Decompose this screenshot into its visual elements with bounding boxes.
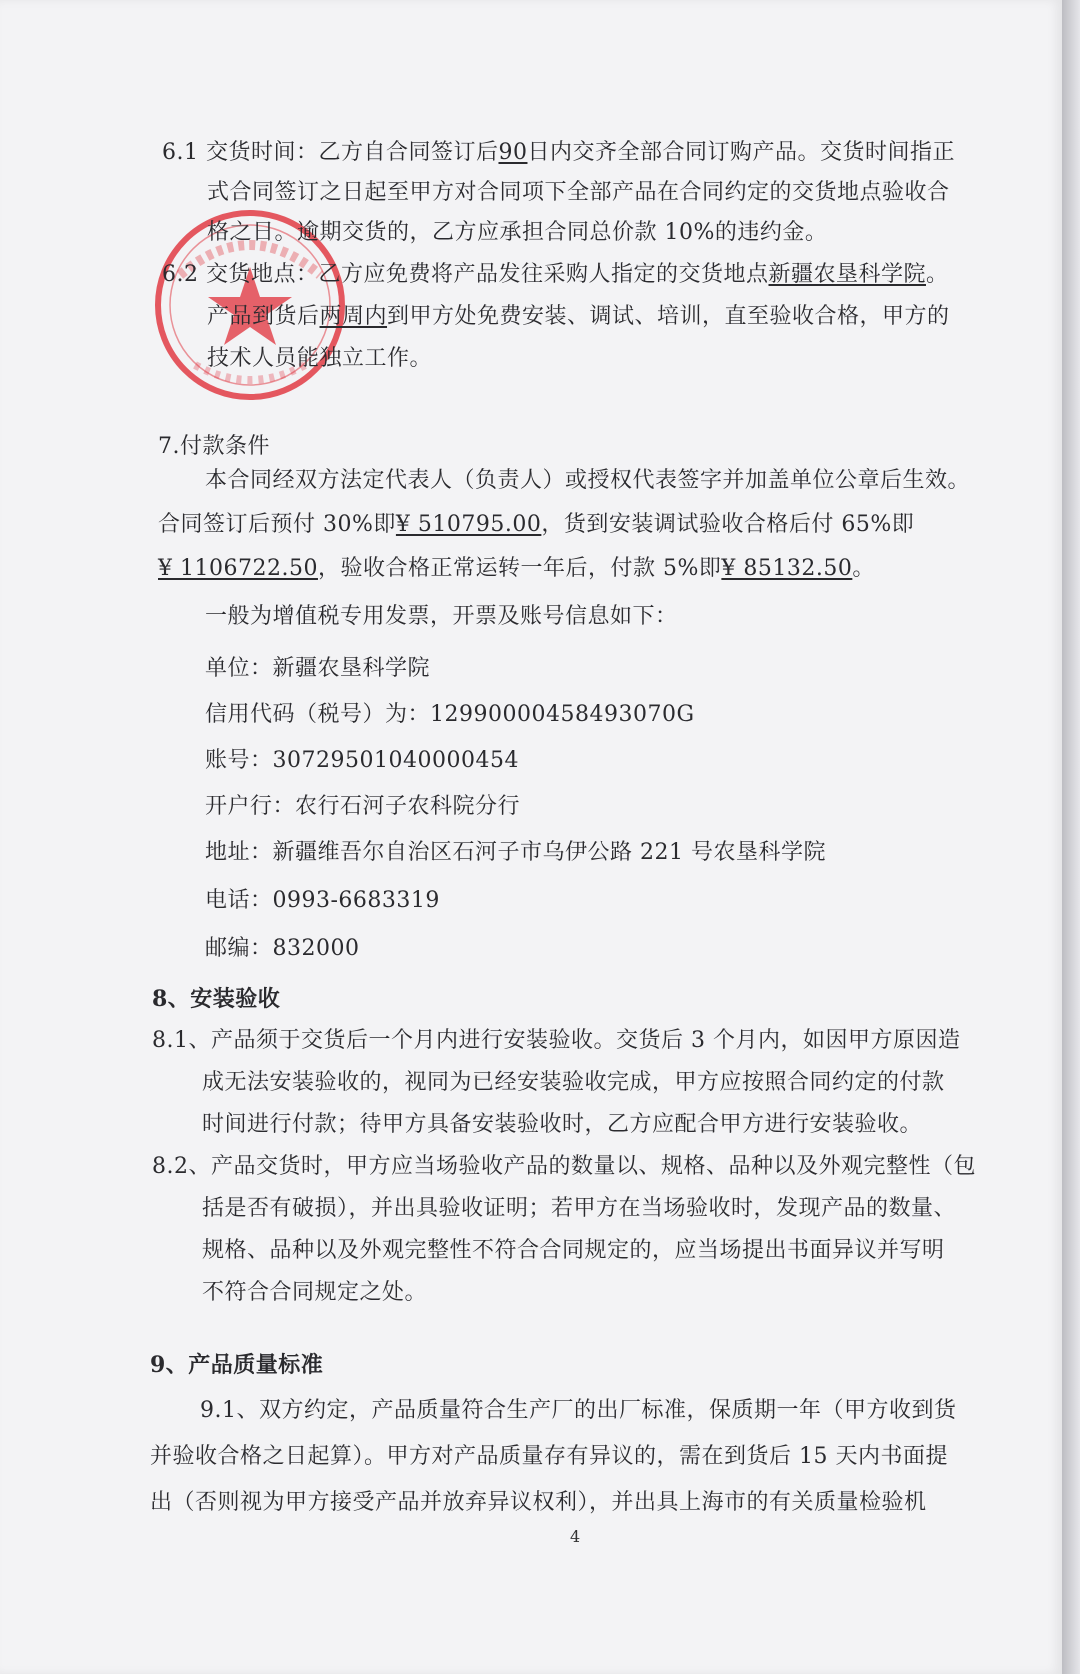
invoice-account: 账号：30729501040000454 [205,748,519,773]
clause-8-1-line-2: 成无法安装验收的，视同为已经安装验收完成，甲方应按照合同约定的付款 [202,1070,945,1095]
clause-8-2-line-1: 8.2、产品交货时，甲方应当场验收产品的数量以、规格、品种以及外观完整性（包 [152,1154,976,1179]
clause-6-2-line-3: 技术人员能独立工作。 [207,346,433,371]
clause-9-1-line-3: 出（否则视为甲方接受产品并放弃异议权利），并出具上海市的有关质量检验机 [150,1490,927,1515]
clause-8-1-line-3: 时间进行付款；待甲方具备安装验收时，乙方应配合甲方进行安装验收。 [202,1112,923,1137]
clause-6-2-line-2: 产品到货后两周内到甲方处免费安装、调试、培训，直至验收合格，甲方的 [207,304,950,329]
section-7-heading: 7.付款条件 [158,434,270,459]
clause-6-1-line-1: 6.1 交货时间：乙方自合同签订后90日内交齐全部合同订购产品。交货时间指正 [162,140,955,165]
clause-8-1-line-1: 8.1、产品须于交货后一个月内进行安装验收。交货后 3 个月内，如因甲方原因造 [152,1028,961,1053]
section-9-heading: 9、产品质量标准 [150,1352,324,1378]
clause-8-2-line-3: 规格、品种以及外观完整性不符合合同规定的，应当场提出书面异议并写明 [202,1238,945,1263]
clause-8-2-line-4: 不符合合同规定之处。 [202,1280,428,1305]
page-edge [1062,0,1080,1674]
invoice-address: 地址：新疆维吾尔自治区石河子市乌伊公路 221 号农垦科学院 [205,840,826,865]
clause-8-2-line-2: 括是否有破损），并出具验收证明；若甲方在当场验收时，发现产品的数量、 [202,1196,957,1221]
invoice-bank: 开户行：农行石河子农科院分行 [205,794,521,819]
clause-6-2-line-1: 6.2 交货地点：乙方应免费将产品发往采购人指定的交货地点新疆农垦科学院。 [162,262,949,287]
clause-9-1-line-1: 9.1、双方约定，产品质量符合生产厂的出厂标准，保质期一年（甲方收到货 [200,1398,957,1423]
invoice-postcode: 邮编：832000 [205,936,360,961]
invoice-phone: 电话：0993-6683319 [205,888,440,913]
page-number: 4 [570,1527,581,1546]
clause-6-1-line-3: 格之日。逾期交货的，乙方应承担合同总价款 10%的违约金。 [207,220,828,245]
clause-7-line-2: 合同签订后预付 30%即¥ 510795.00，货到安装调试验收合格后付 65%即 [158,512,915,537]
invoice-credit-code: 信用代码（税号）为：12990000458493070G [205,702,695,727]
clause-7-line-3: ¥ 1106722.50，验收合格正常运转一年后，付款 5%即¥ 85132.50。 [158,556,875,581]
invoice-note: 一般为增值税专用发票，开票及账号信息如下： [205,604,678,629]
clause-7-line-1: 本合同经双方法定代表人（负责人）或授权代表签字并加盖单位公章后生效。 [205,468,971,493]
clause-6-1-line-2: 式合同签订之日起至甲方对合同项下全部产品在合同约定的交货地点验收合 [207,180,950,205]
section-8-heading: 8、安装验收 [152,986,281,1012]
clause-9-1-line-2: 并验收合格之日起算）。甲方对产品质量存有异议的，需在到货后 15 天内书面提 [150,1444,948,1469]
invoice-unit: 单位：新疆农垦科学院 [205,656,431,681]
